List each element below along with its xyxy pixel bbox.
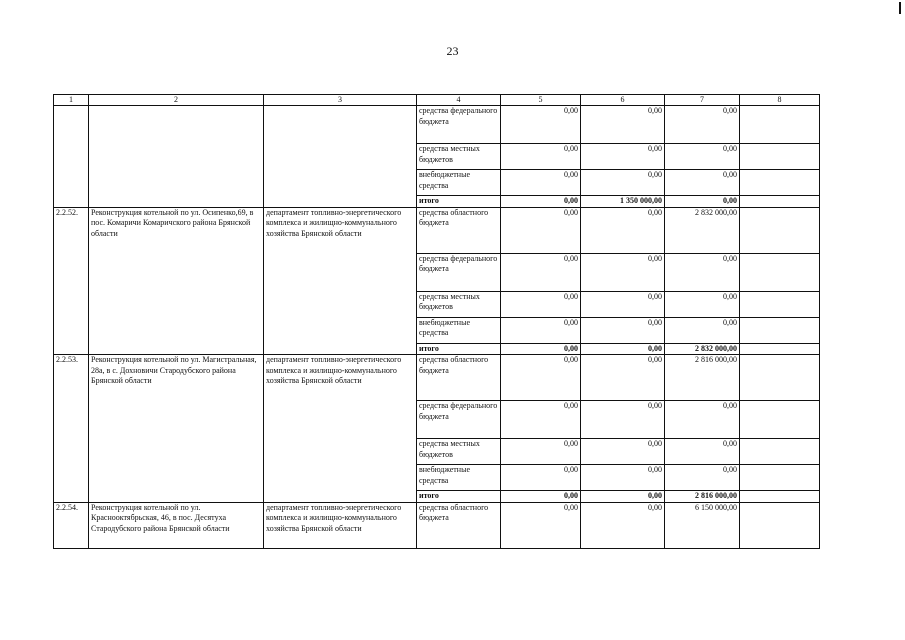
amount-cell: 0,00 (501, 170, 581, 196)
amount-cell: 0,00 (665, 144, 740, 170)
amount-cell: 2 832 000,00 (665, 343, 740, 355)
column-header: 7 (665, 95, 740, 106)
item-code: 2.2.52. (54, 207, 89, 355)
amount-cell: 0,00 (501, 439, 581, 465)
funding-source: внебюджетные средства (417, 317, 501, 343)
amount-cell: 0,00 (581, 502, 665, 548)
table-row (54, 502, 820, 548)
funding-source: средства областного бюджета (417, 355, 501, 401)
amount-cell (740, 291, 820, 317)
funding-source: итого (417, 343, 501, 355)
amount-cell (740, 465, 820, 491)
amount-cell: 0,00 (581, 253, 665, 291)
amount-cell: 0,00 (501, 401, 581, 439)
amount-cell: 0,00 (665, 170, 740, 196)
amount-cell: 0,00 (581, 401, 665, 439)
table-row (54, 207, 820, 253)
header-row (54, 95, 820, 106)
amount-cell (740, 439, 820, 465)
item-name-cell (89, 106, 264, 208)
amount-cell: 6 150 000,00 (665, 502, 740, 548)
amount-cell (740, 355, 820, 401)
column-header: 3 (264, 95, 417, 106)
amount-cell: 0,00 (581, 291, 665, 317)
table-row (54, 355, 820, 401)
amount-cell: 0,00 (665, 106, 740, 144)
amount-cell: 0,00 (501, 207, 581, 253)
amount-cell: 0,00 (665, 317, 740, 343)
amount-cell (740, 207, 820, 253)
amount-cell (740, 144, 820, 170)
amount-cell (740, 196, 820, 208)
executor: департамент топливно-энергетического комплекса и жилищно-коммунального хозяйства Брянской области (264, 502, 417, 548)
funding-source: итого (417, 196, 501, 208)
amount-cell (740, 170, 820, 196)
funding-source: средства областного бюджета (417, 502, 501, 548)
amount-cell: 2 816 000,00 (665, 491, 740, 503)
column-header: 5 (501, 95, 581, 106)
funding-source: средства федерального бюджета (417, 106, 501, 144)
amount-cell: 0,00 (581, 343, 665, 355)
amount-cell: 0,00 (501, 465, 581, 491)
amount-cell: 0,00 (501, 106, 581, 144)
amount-cell: 0,00 (665, 465, 740, 491)
amount-cell: 0,00 (581, 207, 665, 253)
funding-source: средства федерального бюджета (417, 401, 501, 439)
item-name: Реконструкция котельной по ул. Осипенко,69, в пос. Комаричи Комаричского района Брянской области (89, 207, 264, 355)
amount-cell: 0,00 (501, 253, 581, 291)
amount-cell: 0,00 (501, 196, 581, 208)
amount-cell: 0,00 (665, 253, 740, 291)
page-number: 23 (446, 44, 459, 58)
amount-cell: 0,00 (501, 291, 581, 317)
amount-cell: 0,00 (665, 196, 740, 208)
amount-cell: 0,00 (665, 401, 740, 439)
amount-cell (740, 502, 820, 548)
amount-cell: 0,00 (581, 491, 665, 503)
item-code: 2.2.53. (54, 355, 89, 503)
amount-cell: 0,00 (581, 170, 665, 196)
column-header: 4 (417, 95, 501, 106)
amount-cell: 0,00 (581, 144, 665, 170)
funding-source: средства местных бюджетов (417, 144, 501, 170)
executor: департамент топливно-энергетического комплекса и жилищно-коммунального хозяйства Брянской области (264, 207, 417, 355)
amount-cell: 0,00 (501, 502, 581, 548)
amount-cell: 2 832 000,00 (665, 207, 740, 253)
executor: департамент топливно-энергетического комплекса и жилищно-коммунального хозяйства Брянской области (264, 355, 417, 503)
column-header: 8 (740, 95, 820, 106)
amount-cell: 0,00 (581, 355, 665, 401)
funding-source: внебюджетные средства (417, 170, 501, 196)
item-name: Реконструкция котельной по ул. Краснооктябрьская, 46, в пос. Десятуха Стародубского района Брянской области (89, 502, 264, 548)
amount-cell: 0,00 (501, 343, 581, 355)
budget-table (53, 94, 820, 549)
amount-cell: 0,00 (665, 291, 740, 317)
funding-source: средства федерального бюджета (417, 253, 501, 291)
amount-cell: 2 816 000,00 (665, 355, 740, 401)
funding-source: средства местных бюджетов (417, 291, 501, 317)
amount-cell: 0,00 (581, 465, 665, 491)
amount-cell (740, 106, 820, 144)
amount-cell (740, 253, 820, 291)
item-code-cell (54, 106, 89, 208)
amount-cell: 0,00 (581, 106, 665, 144)
amount-cell: 0,00 (665, 439, 740, 465)
amount-cell: 0,00 (581, 439, 665, 465)
scan-edge-mark (899, 2, 901, 14)
amount-cell: 0,00 (501, 317, 581, 343)
item-name: Реконструкция котельной по ул. Магистральная, 28а, в с. Дохновичи Стародубского района Брянской области (89, 355, 264, 503)
column-header: 2 (89, 95, 264, 106)
executor-cell (264, 106, 417, 208)
column-header: 6 (581, 95, 665, 106)
funding-source: средства местных бюджетов (417, 439, 501, 465)
column-header: 1 (54, 95, 89, 106)
funding-source: итого (417, 491, 501, 503)
funding-source: внебюджетные средства (417, 465, 501, 491)
amount-cell: 0,00 (501, 355, 581, 401)
amount-cell: 1 350 000,00 (581, 196, 665, 208)
table-row (54, 106, 820, 144)
amount-cell: 0,00 (501, 491, 581, 503)
amount-cell (740, 401, 820, 439)
amount-cell: 0,00 (501, 144, 581, 170)
item-code: 2.2.54. (54, 502, 89, 548)
amount-cell (740, 491, 820, 503)
funding-source: средства областного бюджета (417, 207, 501, 253)
amount-cell (740, 317, 820, 343)
amount-cell (740, 343, 820, 355)
amount-cell: 0,00 (581, 317, 665, 343)
